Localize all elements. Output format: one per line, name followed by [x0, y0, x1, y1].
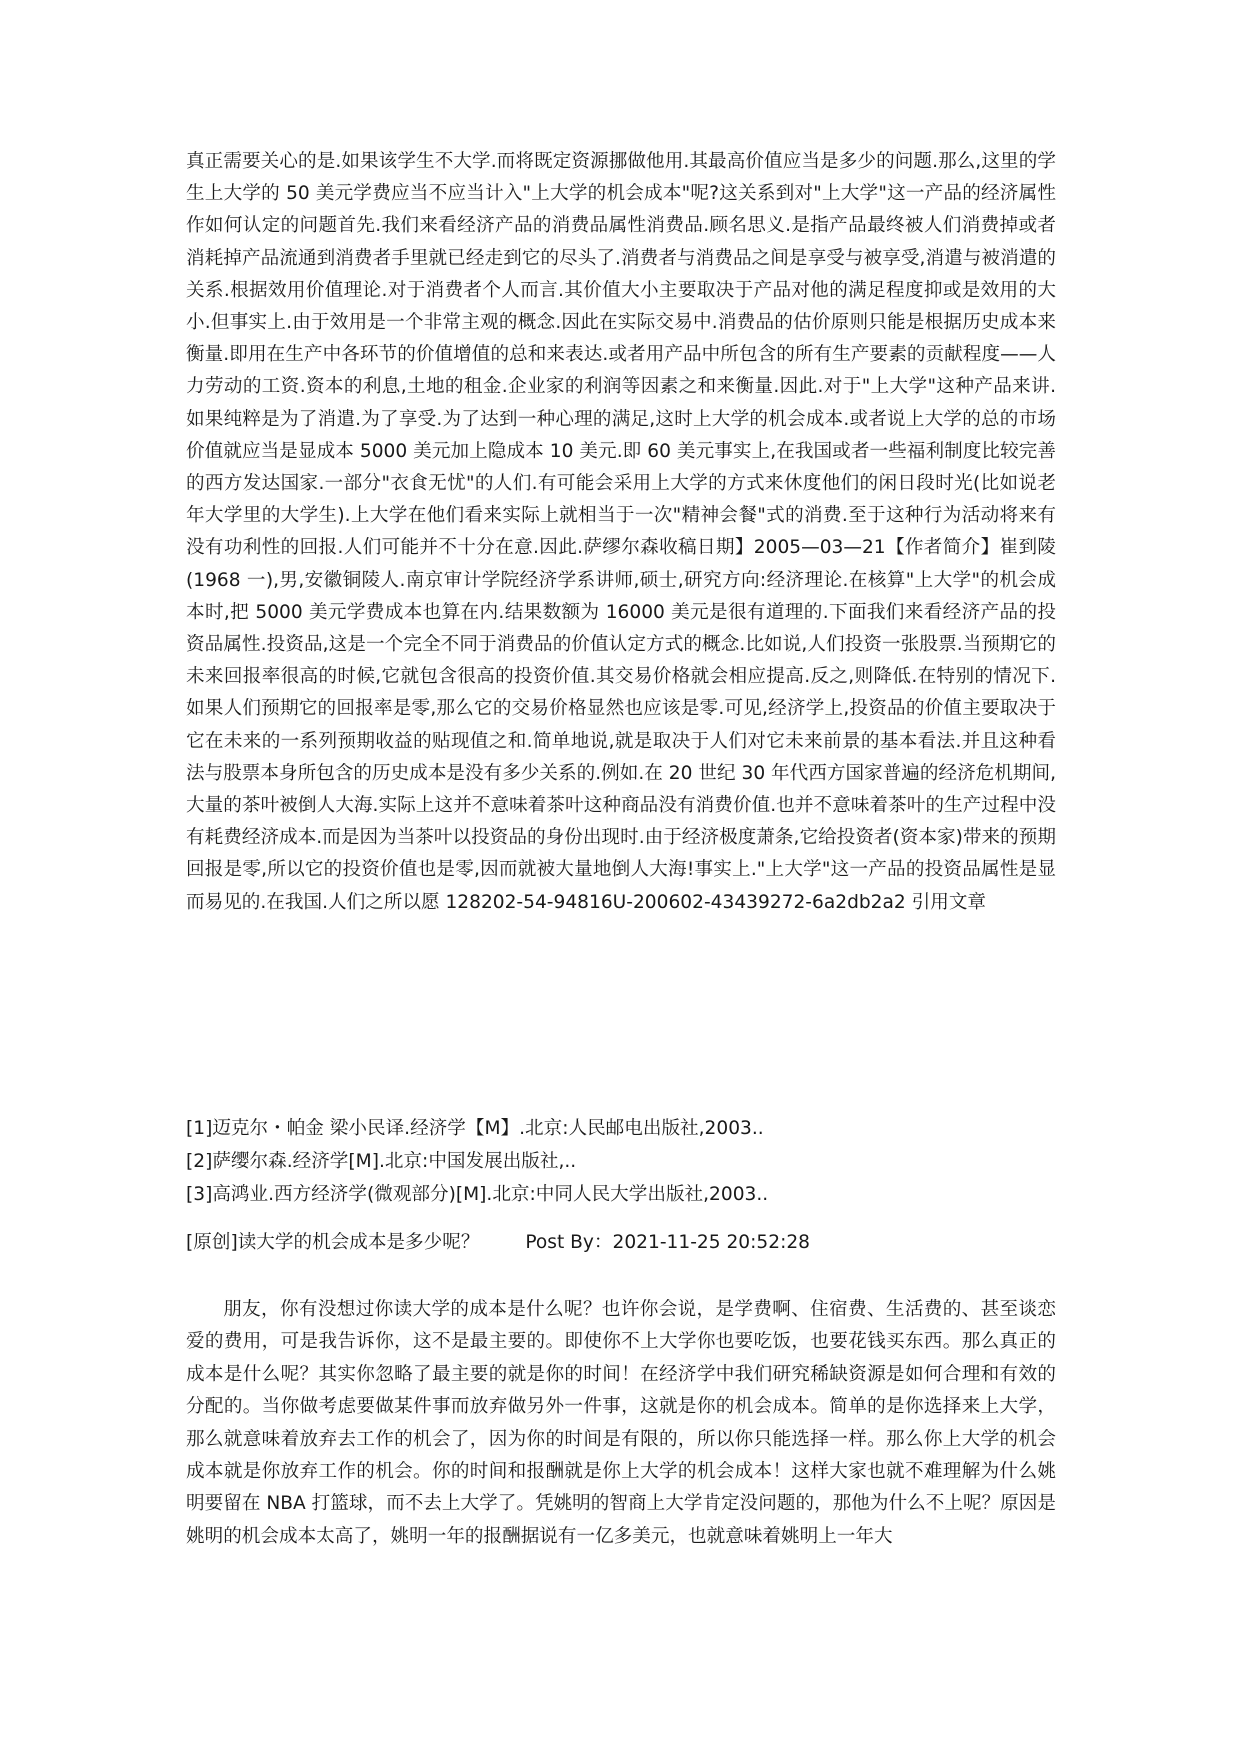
reference-item: [1]迈克尔・帕金 梁小民译.经济学【M】.北京:人民邮电出版社,2003..: [186, 1118, 764, 1139]
reference-item: [3]高鸿业.西方经济学(微观部分)[M].北京:中同人民大学出版社,2003..: [186, 1184, 769, 1205]
post-header: [186, 1228, 810, 1258]
post-title: [原创]读大学的机会成本是多少呢？: [186, 1232, 480, 1253]
reference-list: [186, 1112, 1056, 1211]
article-body: 真正需要关心的是.如果该学生不大学.而将既定资源挪做他用.其最高价值应当是多少的问题.那么,这里的学生上大学的 50 美元学费应当不应当计入"上大学的机会成本"呢?这关系到对"上大学"这一产品的经济属性作如何认定的问题首先.我们来看经济产品的消费品属性消费品.顾名思义.是指产品最终被人们消费掉或者消耗掉产品流通到消费者手里就已经走到它的尽头了.消费者与消费品之间是享受与被享受,消遣与被消遣的关系.根据效用价值理论.对于消费者个人而言.其价值大小主要取决于产品对他的满足程度抑或是效用的大小.但事实上.由于效用是一个非常主观的概念.因此在实际交易中.消费品的估价原则只能是根据历史成本来衡量.即用在生产中各环节的价值增值的总和来表达.或者用产品中所包含的所有生产要素的贡献程度——人力劳动的工资.资本的利息,土地的租金.企业家的利润等因素之和来衡量.因此.对于"上大学"这种产品来讲.如果纯粹是为了消遣.为了享受.为了达到一种心理的满足,这时上大学的机会成本.或者说上大学的总的市场价值就应当是显成本 5000 美元加上隐成本 10 美元.即 60 美元事实上,在我国或者一些福利制度比较完善的西方发达国家.一部分"衣食无忧"的人们.有可能会采用上大学的方式来休度他们的闲日段时光(比如说老年大学里的大学生).上大学在他们看来实际上就相当于一次"精神会餐"式的消费.至于这种行为活动将来有没有功利性的回报.人们可能并不十分在意.因此.萨缪尔森收稿日期】2005—03—21【作者简介】崔到陵(1968 一),男,安徽铜陵人.南京审计学院经济学系讲师,硕士,研究方向:经济理论.在核算"上大学"的机会成本时,把 5000 美元学费成本也算在内.结果数额为 16000 美元是很有道理的.下面我们来看经济产品的投资品属性.投资品,这是一个完全不同于消费品的价值认定方式的概念.比如说,人们投资一张股票.当预期它的未来回报率很高的时候,它就包含很高的投资价值.其交易价格就会相应提高.反之,则降低.在特别的情况下.如果人们预期它的回报率是零,那么它的交易价格显然也应该是零.可见,经济学上,投资品的价值主要取决于它在未来的一系列预期收益的贴现值之和.简单地说,就是取决于人们对它未来前景的基本看法.并且这种看法与股票本身所包含的历史成本是没有多少关系的.例如.在 20 世纪 30 年代西方国家普遍的经济危机期间,大量的茶叶被倒人大海.实际上这并不意味着茶叶这种商品没有消费价值.也并不意味着茶叶的生产过程中没有耗费经济成本.而是因为当茶叶以投资品的身份出现时.由于经济极度萧条,它给投资者(资本家)带来的预期回报是零,所以它的投资价值也是零,因而就被大量地倒人大海!事实上."上大学"这一产品的投资品属性是显而易见的.在我国.人们之所以愿 128202-54-94816U-200602-43439272-6a2db2a2 引用文章: [186, 151, 1056, 913]
post-body: 朋友，你有没想过你读大学的成本是什么呢？也许你会说，是学费啊、住宿费、生活费的、甚至谈恋爱的费用，可是我告诉你，这不是最主要的。即使你不上大学你也要吃饭，也要花钱买东西。那么真正的成本是什么呢？其实你忽略了最主要的就是你的时间！在经济学中我们研究稀缺资源是如何合理和有效的分配的。当你做考虑要做某件事而放弃做另外一件事，这就是你的机会成本。简单的是你选择来上大学，那么就意味着放弃去工作的机会了，因为你的时间是有限的，所以你只能选择一样。那么你上大学的机会成本就是你放弃工作的机会。你的时间和报酬就是你上大学的机会成本！这样大家也就不难理解为什么姚明要留在 NBA 打篮球，而不去上大学了。凭姚明的智商上大学肯定没问题的，那他为什么不上呢？原因是姚明的机会成本太高了，姚明一年的报酬据说有一亿多美元，也就意味着姚明上一年大: [186, 1299, 1056, 1547]
post-byline: Post By：2021-11-25 20:52:28: [525, 1232, 810, 1253]
reference-item: [2]萨缨尔森.经济学[M].北京:中国发展出版社,..: [186, 1151, 577, 1172]
